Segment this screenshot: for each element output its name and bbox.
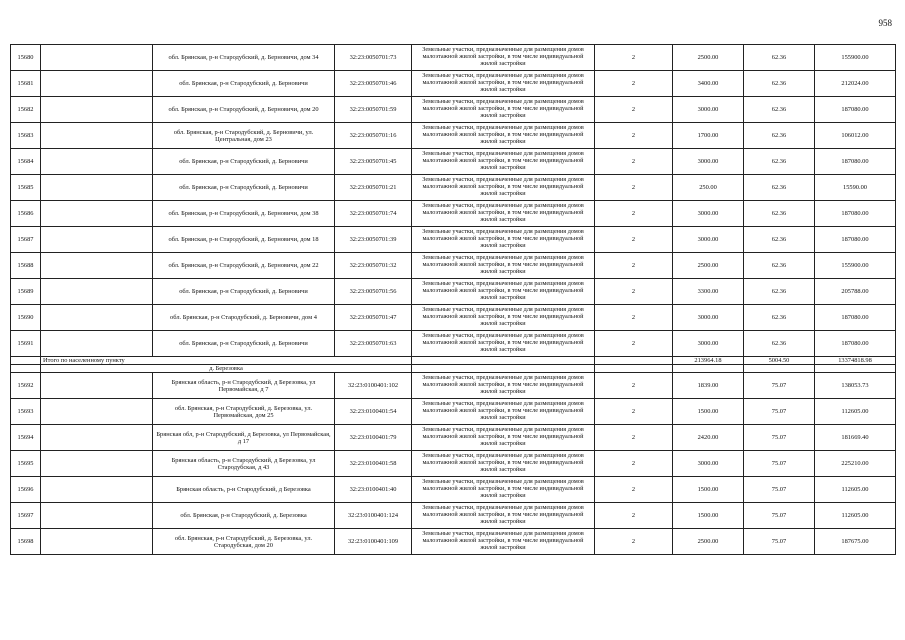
row-address: обл. Брянская, р-н Стародубский, д. Березовка, ул. Первомайская, дом 25 bbox=[153, 399, 335, 425]
row-cadastral-value: 15590.00 bbox=[815, 175, 896, 201]
row-cadastral-value: 155900.00 bbox=[815, 253, 896, 279]
row-land-use: Земельные участки, предназначенные для размещения домов малоэтажной жилой застройки, в том числе индивидуальной жилой застройки bbox=[412, 477, 595, 503]
row-land-use: Земельные участки, предназначенные для размещения домов малоэтажной жилой застройки, в том числе индивидуальной жилой застройки bbox=[412, 373, 595, 399]
row-cadastral-value: 187080.00 bbox=[815, 97, 896, 123]
row-area: 1700.00 bbox=[673, 123, 744, 149]
row-rate: 62.36 bbox=[744, 253, 815, 279]
row-rate: 62.36 bbox=[744, 149, 815, 175]
row-number: 15684 bbox=[11, 149, 41, 175]
row-address: Брянская область, р-н Стародубский, д Березовка bbox=[153, 477, 335, 503]
subtotal-label: Итого по населенному пункту bbox=[41, 357, 412, 365]
row-address: обл. Брянская, р-н Стародубский, д. Берновичи bbox=[153, 71, 335, 97]
row-spacer bbox=[41, 253, 153, 279]
row-address: обл. Брянская, р-н Стародубский, д. Берновичи, ул. Центральная, дом 23 bbox=[153, 123, 335, 149]
table-row bbox=[11, 399, 896, 425]
locality-use-cell bbox=[412, 365, 595, 373]
row-area: 3000.00 bbox=[673, 305, 744, 331]
row-area: 250.00 bbox=[673, 175, 744, 201]
row-rate: 62.36 bbox=[744, 45, 815, 71]
row-number: 15681 bbox=[11, 71, 41, 97]
row-category-code: 2 bbox=[595, 123, 673, 149]
table-row bbox=[11, 477, 896, 503]
row-area: 3000.00 bbox=[673, 149, 744, 175]
subtotal-use-cell bbox=[412, 357, 595, 365]
locality-row bbox=[11, 365, 896, 373]
row-address: обл. Брянская, р-н Стародубский, д. Берновичи, дом 34 bbox=[153, 45, 335, 71]
row-cadastral-number: 32:23:0050701:39 bbox=[335, 227, 412, 253]
row-spacer bbox=[41, 399, 153, 425]
row-cadastral-value: 181669.40 bbox=[815, 425, 896, 451]
row-category-code: 2 bbox=[595, 45, 673, 71]
row-category-code: 2 bbox=[595, 149, 673, 175]
row-cadastral-value: 112605.00 bbox=[815, 399, 896, 425]
row-area: 3000.00 bbox=[673, 331, 744, 357]
table-row bbox=[11, 253, 896, 279]
row-area: 3400.00 bbox=[673, 71, 744, 97]
row-cadastral-number: 32:23:0050701:56 bbox=[335, 279, 412, 305]
row-address: обл. Брянская, р-н Стародубский, д. Берновичи, дом 22 bbox=[153, 253, 335, 279]
row-cadastral-number: 32:23:0100401:79 bbox=[335, 425, 412, 451]
row-land-use: Земельные участки, предназначенные для размещения домов малоэтажной жилой застройки, в том числе индивидуальной жилой застройки bbox=[412, 451, 595, 477]
table-row bbox=[11, 305, 896, 331]
row-spacer bbox=[41, 201, 153, 227]
row-number: 15683 bbox=[11, 123, 41, 149]
table-row bbox=[11, 175, 896, 201]
row-spacer bbox=[41, 529, 153, 555]
row-category-code: 2 bbox=[595, 175, 673, 201]
row-spacer bbox=[41, 373, 153, 399]
row-cadastral-value: 187080.00 bbox=[815, 201, 896, 227]
row-address: обл. Брянская, р-н Стародубский, д. Березовка bbox=[153, 503, 335, 529]
row-address: обл. Брянская, р-н Стародубский, д. Берновичи, дом 4 bbox=[153, 305, 335, 331]
row-land-use: Земельные участки, предназначенные для размещения домов малоэтажной жилой застройки, в том числе индивидуальной жилой застройки bbox=[412, 425, 595, 451]
row-cadastral-number: 32:23:0050701:59 bbox=[335, 97, 412, 123]
row-cadastral-number: 32:23:0100401:124 bbox=[335, 503, 412, 529]
locality-rate-cell bbox=[744, 365, 815, 373]
row-number: 15696 bbox=[11, 477, 41, 503]
row-number: 15680 bbox=[11, 45, 41, 71]
row-spacer bbox=[41, 175, 153, 201]
table-row bbox=[11, 201, 896, 227]
row-rate: 75.07 bbox=[744, 399, 815, 425]
row-number: 15697 bbox=[11, 503, 41, 529]
row-address: обл. Брянская, р-н Стародубский, д. Берновичи bbox=[153, 149, 335, 175]
row-number: 15691 bbox=[11, 331, 41, 357]
subtotal-rate: 5004.50 bbox=[744, 357, 815, 365]
row-land-use: Земельные участки, предназначенные для размещения домов малоэтажной жилой застройки, в том числе индивидуальной жилой застройки bbox=[412, 503, 595, 529]
locality-label: д. Березовка bbox=[41, 365, 412, 373]
row-category-code: 2 bbox=[595, 503, 673, 529]
row-cadastral-number: 32:23:0050701:74 bbox=[335, 201, 412, 227]
table-row bbox=[11, 227, 896, 253]
subtotal-q-cell bbox=[595, 357, 673, 365]
row-address: обл. Брянская, р-н Стародубский, д. Березовка, ул. Стародубская, дом 20 bbox=[153, 529, 335, 555]
row-rate: 62.36 bbox=[744, 227, 815, 253]
row-category-code: 2 bbox=[595, 201, 673, 227]
row-address: обл. Брянская, р-н Стародубский, д. Берновичи, дом 20 bbox=[153, 97, 335, 123]
row-land-use: Земельные участки, предназначенные для размещения домов малоэтажной жилой застройки, в том числе индивидуальной жилой застройки bbox=[412, 253, 595, 279]
row-land-use: Земельные участки, предназначенные для размещения домов малоэтажной жилой застройки, в том числе индивидуальной жилой застройки bbox=[412, 305, 595, 331]
row-spacer bbox=[41, 279, 153, 305]
row-category-code: 2 bbox=[595, 253, 673, 279]
row-spacer bbox=[41, 331, 153, 357]
row-cadastral-value: 187675.00 bbox=[815, 529, 896, 555]
row-land-use: Земельные участки, предназначенные для размещения домов малоэтажной жилой застройки, в том числе индивидуальной жилой застройки bbox=[412, 149, 595, 175]
row-land-use: Земельные участки, предназначенные для размещения домов малоэтажной жилой застройки, в том числе индивидуальной жилой застройки bbox=[412, 201, 595, 227]
row-spacer bbox=[41, 227, 153, 253]
row-land-use: Земельные участки, предназначенные для размещения домов малоэтажной жилой застройки, в том числе индивидуальной жилой застройки bbox=[412, 331, 595, 357]
row-category-code: 2 bbox=[595, 451, 673, 477]
row-rate: 75.07 bbox=[744, 477, 815, 503]
row-spacer bbox=[41, 425, 153, 451]
row-spacer bbox=[41, 477, 153, 503]
row-spacer bbox=[41, 123, 153, 149]
table-row bbox=[11, 45, 896, 71]
row-number: 15692 bbox=[11, 373, 41, 399]
row-cadastral-value: 187080.00 bbox=[815, 149, 896, 175]
row-rate: 75.07 bbox=[744, 425, 815, 451]
row-cadastral-number: 32:23:0050701:63 bbox=[335, 331, 412, 357]
row-category-code: 2 bbox=[595, 97, 673, 123]
row-cadastral-number: 32:23:0050701:21 bbox=[335, 175, 412, 201]
row-spacer bbox=[41, 97, 153, 123]
subtotal-num-cell bbox=[11, 357, 41, 365]
row-rate: 62.36 bbox=[744, 201, 815, 227]
page-number: 958 bbox=[878, 18, 892, 28]
row-address: Брянская обл, р-н Стародубский, д Березовка, ул Первомайская, д 17 bbox=[153, 425, 335, 451]
row-number: 15694 bbox=[11, 425, 41, 451]
locality-q-cell bbox=[595, 365, 673, 373]
row-rate: 62.36 bbox=[744, 97, 815, 123]
row-land-use: Земельные участки, предназначенные для размещения домов малоэтажной жилой застройки, в том числе индивидуальной жилой застройки bbox=[412, 227, 595, 253]
table-row bbox=[11, 373, 896, 399]
row-number: 15690 bbox=[11, 305, 41, 331]
row-rate: 62.36 bbox=[744, 305, 815, 331]
row-cadastral-value: 155900.00 bbox=[815, 45, 896, 71]
row-cadastral-number: 32:23:0100401:40 bbox=[335, 477, 412, 503]
row-area: 3000.00 bbox=[673, 227, 744, 253]
row-land-use: Земельные участки, предназначенные для размещения домов малоэтажной жилой застройки, в том числе индивидуальной жилой застройки bbox=[412, 529, 595, 555]
row-cadastral-value: 187080.00 bbox=[815, 227, 896, 253]
row-number: 15687 bbox=[11, 227, 41, 253]
locality-num-cell bbox=[11, 365, 41, 373]
locality-area-cell bbox=[673, 365, 744, 373]
group1-body bbox=[11, 45, 896, 357]
row-area: 1500.00 bbox=[673, 503, 744, 529]
row-cadastral-value: 138053.73 bbox=[815, 373, 896, 399]
row-rate: 75.07 bbox=[744, 529, 815, 555]
row-spacer bbox=[41, 305, 153, 331]
row-area: 2420.00 bbox=[673, 425, 744, 451]
row-cadastral-value: 212024.00 bbox=[815, 71, 896, 97]
row-cadastral-number: 32:23:0050701:73 bbox=[335, 45, 412, 71]
row-cadastral-number: 32:23:0100401:54 bbox=[335, 399, 412, 425]
row-category-code: 2 bbox=[595, 425, 673, 451]
row-rate: 75.07 bbox=[744, 503, 815, 529]
row-land-use: Земельные участки, предназначенные для размещения домов малоэтажной жилой застройки, в том числе индивидуальной жилой застройки bbox=[412, 399, 595, 425]
row-category-code: 2 bbox=[595, 227, 673, 253]
row-number: 15689 bbox=[11, 279, 41, 305]
table-row bbox=[11, 503, 896, 529]
row-area: 3000.00 bbox=[673, 451, 744, 477]
row-land-use: Земельные участки, предназначенные для размещения домов малоэтажной жилой застройки, в том числе индивидуальной жилой застройки bbox=[412, 123, 595, 149]
row-cadastral-number: 32:23:0100401:109 bbox=[335, 529, 412, 555]
row-category-code: 2 bbox=[595, 71, 673, 97]
table-row bbox=[11, 97, 896, 123]
row-cadastral-value: 187080.00 bbox=[815, 305, 896, 331]
table-row bbox=[11, 529, 896, 555]
row-area: 3000.00 bbox=[673, 97, 744, 123]
table-row bbox=[11, 425, 896, 451]
row-address: обл. Брянская, р-н Стародубский, д. Берновичи, дом 18 bbox=[153, 227, 335, 253]
row-address: Брянская область, р-н Стародубский, д Березовка, ул Стародубская, д 43 bbox=[153, 451, 335, 477]
subtotal-value: 13374818.98 bbox=[815, 357, 896, 365]
row-category-code: 2 bbox=[595, 529, 673, 555]
group2-body bbox=[11, 373, 896, 555]
row-category-code: 2 bbox=[595, 305, 673, 331]
row-rate: 62.36 bbox=[744, 123, 815, 149]
row-area: 1839.00 bbox=[673, 373, 744, 399]
table-row bbox=[11, 123, 896, 149]
row-land-use: Земельные участки, предназначенные для размещения домов малоэтажной жилой застройки, в том числе индивидуальной жилой застройки bbox=[412, 279, 595, 305]
row-spacer bbox=[41, 149, 153, 175]
row-category-code: 2 bbox=[595, 477, 673, 503]
row-number: 15695 bbox=[11, 451, 41, 477]
row-cadastral-number: 32:23:0100401:102 bbox=[335, 373, 412, 399]
row-area: 3000.00 bbox=[673, 201, 744, 227]
row-area: 1500.00 bbox=[673, 399, 744, 425]
row-land-use: Земельные участки, предназначенные для размещения домов малоэтажной жилой застройки, в том числе индивидуальной жилой застройки bbox=[412, 71, 595, 97]
row-category-code: 2 bbox=[595, 279, 673, 305]
row-area: 2500.00 bbox=[673, 253, 744, 279]
row-cadastral-value: 187080.00 bbox=[815, 331, 896, 357]
row-cadastral-value: 106012.00 bbox=[815, 123, 896, 149]
row-spacer bbox=[41, 451, 153, 477]
row-spacer bbox=[41, 503, 153, 529]
subtotal-body bbox=[11, 357, 896, 373]
row-number: 15685 bbox=[11, 175, 41, 201]
row-land-use: Земельные участки, предназначенные для размещения домов малоэтажной жилой застройки, в том числе индивидуальной жилой застройки bbox=[412, 97, 595, 123]
row-cadastral-value: 112605.00 bbox=[815, 477, 896, 503]
row-rate: 75.07 bbox=[744, 451, 815, 477]
row-cadastral-value: 225210.00 bbox=[815, 451, 896, 477]
row-cadastral-number: 32:23:0100401:58 bbox=[335, 451, 412, 477]
row-address: обл. Брянская, р-н Стародубский, д. Берновичи bbox=[153, 279, 335, 305]
table-row bbox=[11, 71, 896, 97]
row-number: 15682 bbox=[11, 97, 41, 123]
row-address: обл. Брянская, р-н Стародубский, д. Берновичи bbox=[153, 331, 335, 357]
row-address: обл. Брянская, р-н Стародубский, д. Берновичи bbox=[153, 175, 335, 201]
row-number: 15686 bbox=[11, 201, 41, 227]
row-cadastral-number: 32:23:0050701:16 bbox=[335, 123, 412, 149]
row-rate: 62.36 bbox=[744, 71, 815, 97]
table-row bbox=[11, 451, 896, 477]
table-row bbox=[11, 279, 896, 305]
row-rate: 62.36 bbox=[744, 175, 815, 201]
row-rate: 62.36 bbox=[744, 331, 815, 357]
row-category-code: 2 bbox=[595, 399, 673, 425]
row-rate: 62.36 bbox=[744, 279, 815, 305]
row-spacer bbox=[41, 45, 153, 71]
row-address: обл. Брянская, р-н Стародубский, д. Берновичи, дом 38 bbox=[153, 201, 335, 227]
row-address: Брянская область, р-н Стародубский, д Березовка, ул Первомайская, д 7 bbox=[153, 373, 335, 399]
row-area: 2500.00 bbox=[673, 529, 744, 555]
table-row bbox=[11, 331, 896, 357]
row-land-use: Земельные участки, предназначенные для размещения домов малоэтажной жилой застройки, в том числе индивидуальной жилой застройки bbox=[412, 175, 595, 201]
row-cadastral-number: 32:23:0050701:47 bbox=[335, 305, 412, 331]
row-category-code: 2 bbox=[595, 373, 673, 399]
row-number: 15688 bbox=[11, 253, 41, 279]
locality-value-cell bbox=[815, 365, 896, 373]
row-number: 15698 bbox=[11, 529, 41, 555]
row-spacer bbox=[41, 71, 153, 97]
row-rate: 75.07 bbox=[744, 373, 815, 399]
row-cadastral-value: 112605.00 bbox=[815, 503, 896, 529]
row-cadastral-number: 32:23:0050701:46 bbox=[335, 71, 412, 97]
row-category-code: 2 bbox=[595, 331, 673, 357]
subtotal-area: 213964.18 bbox=[673, 357, 744, 365]
table-row bbox=[11, 149, 896, 175]
subtotal-row bbox=[11, 357, 896, 365]
row-area: 3300.00 bbox=[673, 279, 744, 305]
row-cadastral-value: 205788.00 bbox=[815, 279, 896, 305]
row-cadastral-number: 32:23:0050701:45 bbox=[335, 149, 412, 175]
row-number: 15693 bbox=[11, 399, 41, 425]
row-cadastral-number: 32:23:0050701:32 bbox=[335, 253, 412, 279]
row-area: 2500.00 bbox=[673, 45, 744, 71]
land-registry-table bbox=[10, 44, 896, 555]
row-land-use: Земельные участки, предназначенные для размещения домов малоэтажной жилой застройки, в том числе индивидуальной жилой застройки bbox=[412, 45, 595, 71]
row-area: 1500.00 bbox=[673, 477, 744, 503]
